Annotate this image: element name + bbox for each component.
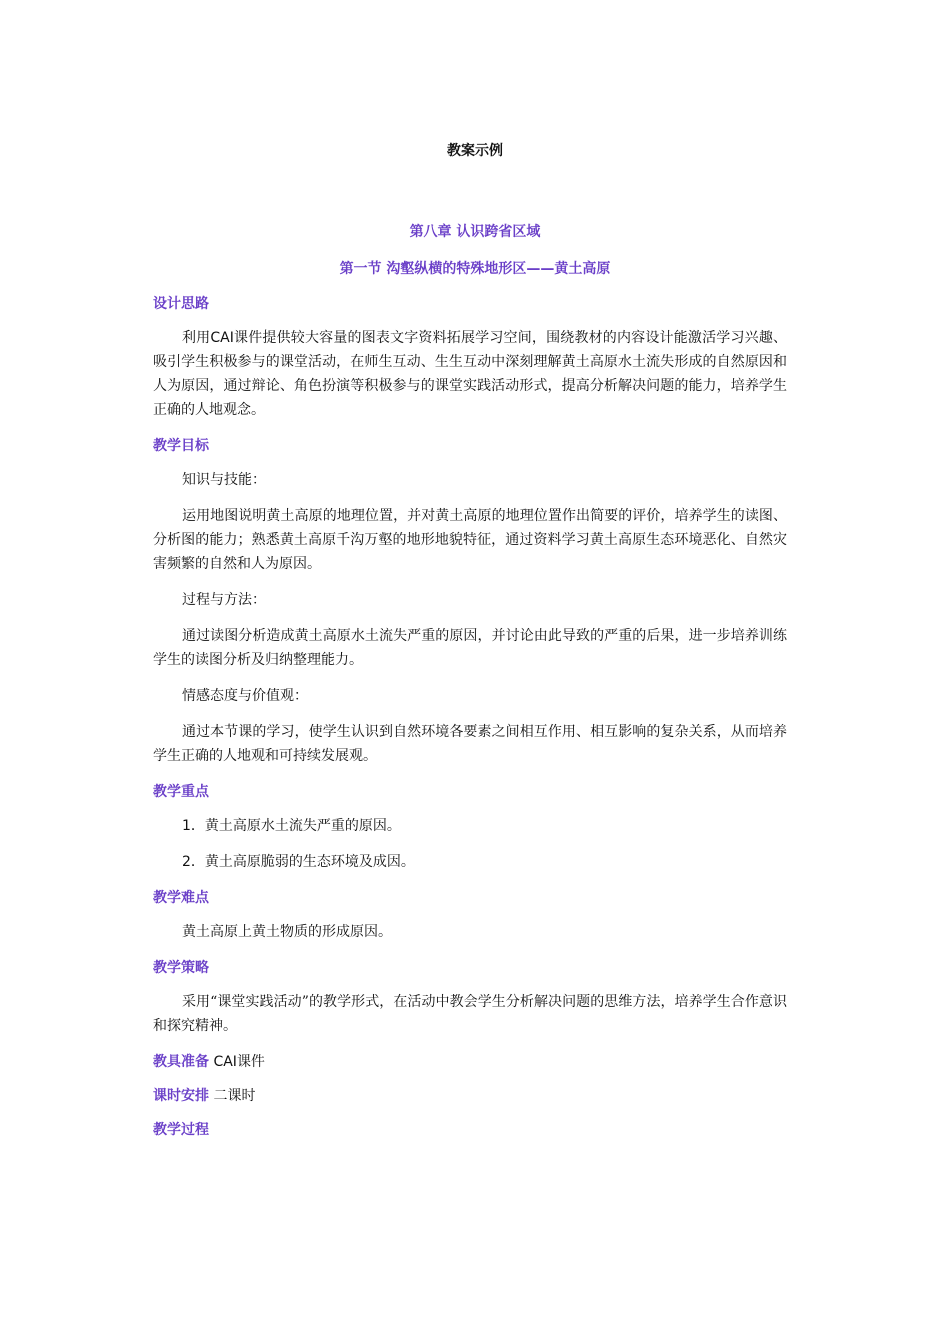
knowledge-label: 知识与技能： <box>182 472 266 488</box>
heading-key-points: 教学重点 <box>153 784 209 800</box>
tools-line <box>153 1052 787 1072</box>
tools-value-cai: CAI <box>213 1054 237 1070</box>
design-text-rest: 课件提供较大容量的图表文字资料拓展学习空间，围绕教材的内容设计能激活学习兴趣、吸引学生积极参与的课堂活动，在师生互动、生生互动中深刻理解黄土高原水土流失形成的自然原因和人为原因，通过辩论、角色扮演等积极参与的课堂实践活动形式，提高分析解决问题的能力，培养学生正确的人地观念。 <box>153 330 788 418</box>
emotion-label: 情感态度与价值观： <box>182 688 308 704</box>
heading-goals: 教学目标 <box>153 438 209 454</box>
chapter-title: 第八章 认识跨省区域 <box>409 224 541 240</box>
emotion-paragraph: 通过本节课的学习，使学生认识到自然环境各要素之间相互作用、相互影响的复杂关系，从而培养学生正确的人地观和可持续发展观。 <box>153 724 787 764</box>
design-text-prefix: 利用 <box>182 330 211 346</box>
heading-strategy: 教学策略 <box>153 960 209 976</box>
key-point-text: 黄土高原水土流失严重的原因。 <box>204 818 401 834</box>
tools-value-rest: 课件 <box>236 1054 265 1070</box>
key-point-item-1 <box>153 814 787 838</box>
difficulty-paragraph: 黄土高原上黄土物质的形成原因。 <box>182 924 392 940</box>
heading-process: 教学过程 <box>153 1122 209 1138</box>
heading-design: 设计思路 <box>153 296 209 312</box>
document-title: 教案示例 <box>447 143 503 159</box>
design-paragraph <box>153 326 787 422</box>
process-method-paragraph: 通过读图分析造成黄土高原水土流失严重的原因，并讨论由此导致的严重的后果，进一步培养训练学生的读图分析及归纳整理能力。 <box>153 628 787 668</box>
schedule-value: 二课时 <box>213 1088 256 1104</box>
heading-tools: 教具准备 <box>153 1054 209 1070</box>
document-body <box>153 294 787 1140</box>
process-method-label: 过程与方法： <box>182 592 266 608</box>
heading-schedule: 课时安排 <box>153 1088 209 1104</box>
heading-difficulty: 教学难点 <box>153 890 209 906</box>
strategy-paragraph: 采用“课堂实践活动”的教学形式，在活动中教会学生分析解决问题的思维方法，培养学生合作意识和探究精神。 <box>153 994 787 1034</box>
schedule-line <box>153 1086 787 1106</box>
key-point-item-2 <box>153 850 787 874</box>
knowledge-paragraph: 运用地图说明黄土高原的地理位置，并对黄土高原的地理位置作出简要的评价，培养学生的读图、分析图的能力；熟悉黄土高原千沟万壑的地形地貌特征，通过资料学习黄土高原生态环境恶化、自然灾害频繁的自然和人为原因。 <box>153 508 787 572</box>
key-point-text: 黄土高原脆弱的生态环境及成因。 <box>204 854 415 870</box>
section-title: 第一节 沟壑纵横的特殊地形区——黄土高原 <box>339 261 611 277</box>
key-point-number: 1． <box>182 818 205 834</box>
design-text-cai: CAI <box>210 330 234 346</box>
key-point-number: 2． <box>182 854 205 870</box>
